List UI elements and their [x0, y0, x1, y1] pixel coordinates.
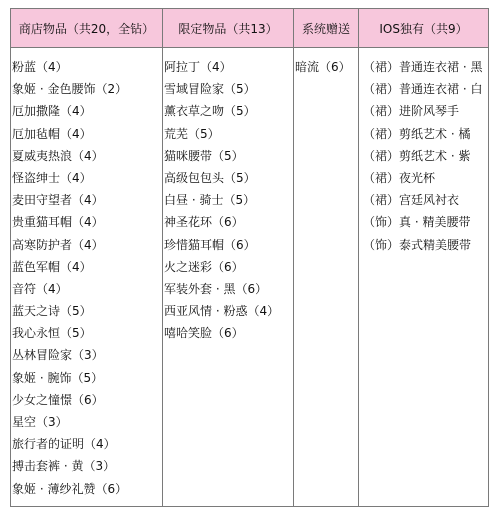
list-item: 贵重猫耳帽（4）: [12, 215, 104, 230]
list-item: 猫咪腰带（5）: [164, 148, 244, 163]
shop-items-cell: [11, 48, 163, 507]
list-item: 蓝色军帽（4）: [12, 259, 92, 274]
ios-items-cell: [359, 48, 489, 507]
list-item: 西亚风情 · 粉惑（4）: [164, 304, 280, 319]
list-item: 粉蓝（4）: [12, 60, 68, 74]
list-item: 暗流（6）: [295, 60, 351, 74]
list-item: （饰）真 · 精美腰带: [363, 215, 471, 230]
list-item: 搏击套裤 · 黄（3）: [12, 459, 116, 474]
list-item: （裙）普通连衣裙 · 白: [363, 82, 483, 97]
list-item: 嘻哈笑脸（6）: [164, 326, 244, 341]
list-item: 怪盗绅士（4）: [12, 170, 92, 185]
list-item: （裙）宫廷风衬衣: [363, 193, 460, 208]
header-shop: 商店物品（共20，全钻）: [11, 9, 163, 48]
list-item: 神圣花环（6）: [164, 215, 244, 230]
list-item: （饰）泰式精美腰带: [363, 237, 472, 252]
list-item: 阿拉丁（4）: [164, 60, 232, 74]
limited-items-list: [163, 56, 293, 344]
list-item: 高寒防护者（4）: [12, 237, 104, 252]
list-item: 雪域冒险家（5）: [164, 82, 256, 97]
list-item: （裙）普通连衣裙 · 黑: [363, 60, 483, 74]
list-item: 薰衣草之吻（5）: [164, 104, 256, 119]
list-item: （裙）剪纸艺术 · 橘: [363, 126, 471, 141]
list-item: 高级包包头（5）: [164, 170, 256, 185]
header-limited: 限定物品（共13）: [163, 9, 294, 48]
header-gift: 系统赠送: [294, 9, 359, 48]
list-item: 旅行者的证明（4）: [12, 437, 116, 452]
shop-items-list: [11, 56, 162, 500]
list-item: 丛林冒险家（3）: [12, 348, 104, 363]
body-row: [11, 48, 489, 507]
list-item: 荒芜（5）: [164, 126, 220, 141]
list-item: 象姬 · 腕饰（5）: [12, 370, 104, 385]
list-item: 火之迷彩（6）: [164, 259, 244, 274]
header-row: [11, 9, 489, 48]
ios-items-list: [359, 56, 488, 256]
list-item: 军装外套 · 黑（6）: [164, 281, 268, 296]
list-item: （裙）进阶风琴手: [363, 104, 460, 119]
gift-items-cell: [294, 48, 359, 507]
list-item: 蓝天之诗（5）: [12, 304, 92, 319]
limited-items-cell: [163, 48, 294, 507]
gift-items-list: [294, 56, 358, 78]
list-item: 音符（4）: [12, 281, 68, 296]
list-item: 我心永恒（5）: [12, 326, 92, 341]
items-table-wrapper: [10, 8, 489, 507]
list-item: 厄加毡帽（4）: [12, 126, 92, 141]
list-item: 麦田守望者（4）: [12, 193, 104, 208]
list-item: 厄加撒隆（4）: [12, 104, 92, 119]
list-item: （裙）夜光杯: [363, 170, 436, 185]
items-table: [10, 8, 489, 507]
list-item: 夏威夷热浪（4）: [12, 148, 104, 163]
list-item: 珍惜猫耳帽（6）: [164, 237, 256, 252]
list-item: 白昼 · 骑士（5）: [164, 193, 256, 208]
list-item: 少女之憧憬（6）: [12, 392, 104, 407]
list-item: 象姬 · 金色腰饰（2）: [12, 82, 128, 97]
list-item: （裙）剪纸艺术 · 紫: [363, 148, 471, 163]
list-item: 星空（3）: [12, 415, 68, 429]
list-item: 象姬 · 薄纱礼赞（6）: [12, 481, 128, 496]
header-ios: IOS独有（共9）: [359, 9, 489, 48]
